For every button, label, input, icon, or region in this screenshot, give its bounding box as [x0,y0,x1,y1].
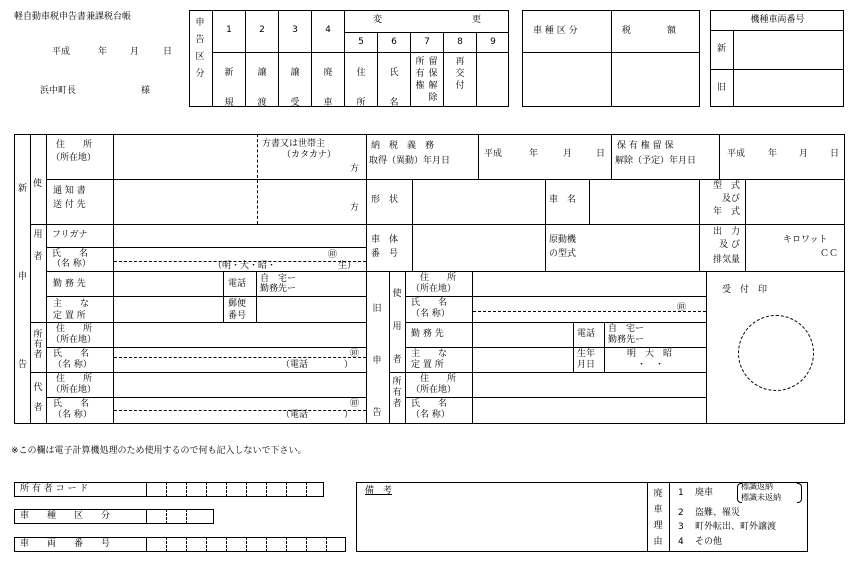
label-shin2: 申 [18,272,28,282]
decl-no-3: 3 [292,25,298,35]
postal-label2: 番号 [228,311,247,321]
old-owner-address: 住 所 [420,374,457,384]
decl-no-8: 8 [457,37,463,47]
old-main-place2: 定 置 所 [411,360,444,370]
old-birth-label: 生年 [577,349,596,359]
main-place-label: 主 な [53,299,90,309]
agent-name-label: 氏 名 [53,399,90,409]
header-year: 年 [98,47,108,57]
plate-not-return: 標識未返納 [741,493,781,502]
furigana-label: フリガナ [52,230,88,240]
katakana-label: （カタカナ） [282,150,337,160]
output-label: 出 力 [712,227,740,237]
plate-return: 標識返納 [741,482,773,491]
form-label: 形 状 [371,195,399,205]
owner-name-label: 氏 名 [53,349,90,359]
acquired-label: 取得（異動）年月日 [369,156,451,166]
acq-year: 年 [529,149,539,159]
kind-release-a: 所 有 権 [415,57,425,91]
send-to-label: 送 付 先 [53,200,86,210]
header-month: 月 [130,47,140,57]
kind-receive: 譲 受 [290,68,300,108]
old-birth-label2: 月日 [577,360,596,370]
plate-old: 旧 [717,83,727,93]
old-main-place: 主 な [411,349,448,359]
household-head-label: 方書又は世帯主 [262,139,326,149]
reason-4-no: 4 [678,537,684,547]
car-name-label: 車 名 [549,195,577,205]
kw-unit: キロワット [783,235,828,245]
decl-no-6: 6 [391,37,397,47]
old-owner-label: 所 有 者 [392,377,402,409]
acq-month: 月 [563,149,573,159]
declaration-label: 申 告 区 分 [195,18,205,79]
kind-name: 氏 名 [389,68,399,108]
reason-3-no: 3 [678,522,684,532]
reason-1-no: 1 [678,488,684,498]
old-owner-name-sub: （名 称） [411,410,450,420]
model-year: 年 式 [712,207,740,217]
kind-new: 新 規 [224,68,234,108]
agent-name-sub: （名 称） [53,410,92,420]
owner-seal: ㊞ [350,349,360,359]
change-label-2: 更 [472,15,482,25]
engine-label: 原動機 [549,235,577,245]
vehicle-number-label: 車 両 番 号 [20,539,111,549]
old-tel-work: 勤務先ー [608,335,645,345]
tax-amount-label: 税 額 [622,26,677,36]
owner-name-sub: （名 称） [53,360,92,370]
reason-3-text: 町外転出、町外譲渡 [695,522,777,532]
old-tel-label: 電話 [577,329,596,339]
user-name-sub: （名 称） [52,259,91,269]
tel-label: 電話 [228,279,247,289]
tel-home: 自 宅ー [260,274,297,284]
body-no-label: 車 体 [371,235,399,245]
acq-day: 日 [596,149,606,159]
addressee-sama: 様 [141,86,151,96]
cc-unit: ＣＣ [820,249,839,259]
vehicle-class-label: 車 種 区 分 [20,511,111,521]
reason-1-text: 廃車 [695,488,714,498]
old-workplace-label: 勤 務 先 [411,329,444,339]
kind-transfer: 譲 渡 [257,68,267,108]
owner-code-label: 所 有 者 コ ー ド [20,484,89,494]
birth-eras: （明・大・昭・ [213,261,277,271]
user-seal: ㊞ [328,250,338,260]
acq-heisei: 平成 [484,149,503,159]
kind-release-b: 留 保 解 除 [428,57,438,103]
old-address-label: 住 所 [420,273,457,283]
change-label: 変 [373,15,383,25]
plate-new: 新 [717,44,727,54]
old-owner-address-sub: （所在地） [411,385,457,395]
kind-address: 住 所 [356,68,366,108]
displacement-label: 排気量 [712,255,740,265]
reservation-label: 保 有 権 留 保 [617,141,674,151]
engine-label2: の型式 [549,249,577,259]
label-user-bottom: 用 者 [33,230,43,262]
decl-no-9: 9 [490,37,496,47]
reason-4-text: その他 [695,537,723,547]
agent-address-label: 住 所 [56,374,93,384]
decl-no-5: 5 [358,37,364,47]
old-tel-home: 自 宅ー [608,324,645,334]
owner-address-label: 住 所 [56,324,93,334]
kata-suffix: 方 [350,164,360,174]
notice-label: 通 知 書 [53,186,86,196]
model-and: 及び [721,194,740,204]
agent-seal: ㊞ [350,399,360,409]
kind-reissue: 再 交 付 [455,57,465,91]
old-user-label: 使 用 者 [392,289,402,365]
tel-work: 勤務先ー [260,284,297,294]
kind-scrap: 廃 車 [323,68,333,108]
main-place-label2: 定 置 所 [53,311,86,321]
reason-bracket-close [797,483,802,503]
address-label: 住 所 [56,140,93,150]
form-title: 軽自動車税申告書兼課税台帳 [14,12,132,22]
vehicle-type-label: 車 種 区 分 [533,26,578,36]
release-label: 解除（予定）年月日 [615,156,697,166]
addressee: 浜中町長 [40,86,77,96]
remarks-label: 備 考 [365,486,393,496]
decl-no-2: 2 [259,25,265,35]
label-owner: 所 有 者 [33,330,43,360]
workplace-label: 勤 務 先 [53,279,86,289]
tax-payer-label: 納 税 義 務 [371,141,435,151]
label-user-top: 使 [33,179,43,189]
old-seal: ㊞ [677,303,687,313]
old-name-label: 氏 名 [411,298,448,308]
rel-year: 年 [768,149,778,159]
owner-phone: （電話 ） [281,360,354,370]
old-address-sub: （所在地） [411,284,457,294]
agent-address-sub: （所在地） [51,385,97,395]
rel-day: 日 [830,149,840,159]
rel-heisei: 平成 [727,149,746,159]
reason-2-no: 2 [678,508,684,518]
reason-bracket-open [737,483,742,503]
label-koku: 告 [18,360,28,370]
birth-suffix: 生） [338,261,357,271]
model-label: 型 式 [712,181,740,191]
label-shin: 新 [18,184,28,194]
plate-title: 機種車両番号 [750,15,805,25]
decl-no-4: 4 [325,25,331,35]
agent-phone: （電話 ） [281,410,354,420]
user-name-label: 氏 名 [52,249,89,259]
old-name-sub: （名 称） [411,309,450,319]
header-era: 平成 [52,47,71,57]
old-birth-dots: ・ ・ [637,360,665,370]
receipt-label: 受 付 印 [722,285,768,295]
reason-2-text: 盗難、罹災 [695,508,741,518]
body-no-label2: 番 号 [371,249,399,259]
receipt-stamp-circle [738,315,814,391]
label-agent: 代 者 [33,383,43,413]
owner-address-sub: （所在地） [51,335,97,345]
notice-suffix: 方 [350,203,360,213]
decl-no-7: 7 [424,37,430,47]
scrap-reason-label: 廃 車 理 由 [653,489,663,547]
old-birth-eras: 明 大 昭 [627,349,673,359]
decl-no-1: 1 [226,25,232,35]
postal-label: 郵便 [228,299,247,309]
output-and: 及 び [719,240,740,250]
old-label: 旧 申 告 [372,304,382,418]
header-day: 日 [163,47,173,57]
address-sub: （所在地） [51,153,97,163]
rel-month: 月 [799,149,809,159]
old-owner-name: 氏 名 [411,399,448,409]
computer-note: ※この欄は電子計算機処理のため使用するので何も記入しないで下さい。 [11,446,307,456]
